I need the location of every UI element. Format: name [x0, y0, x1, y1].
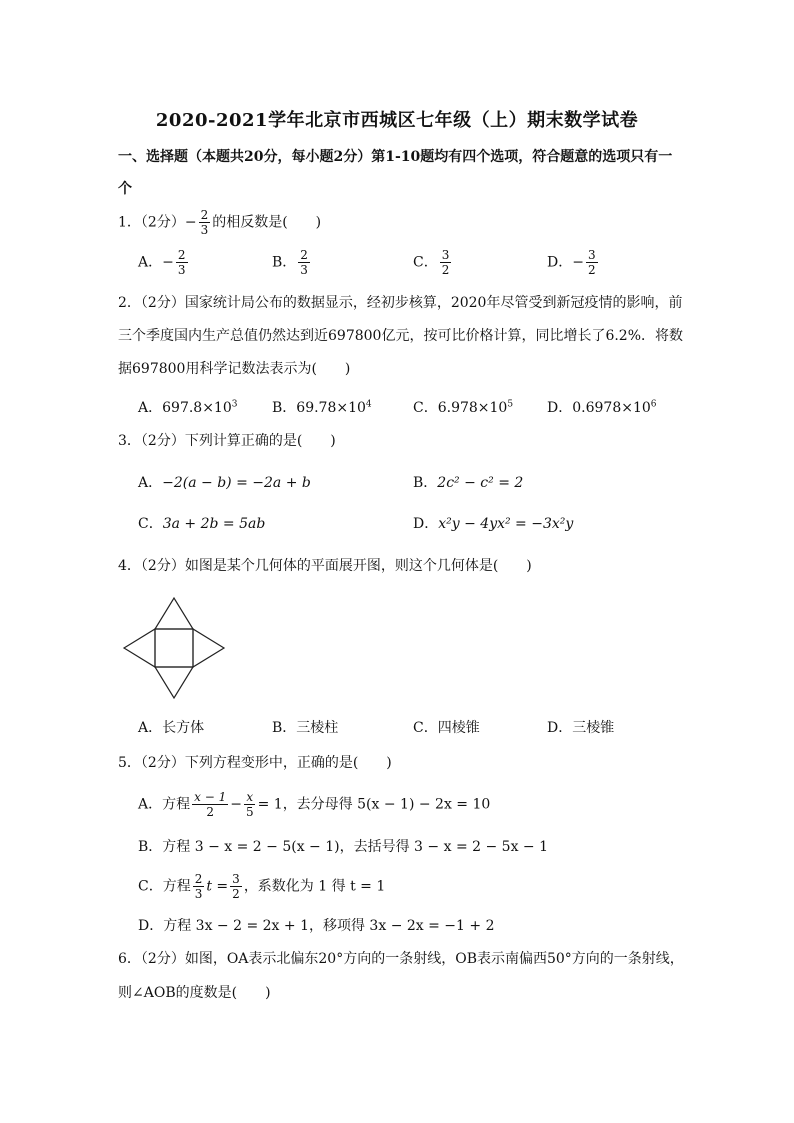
q3-option-d[interactable]: D．x²y − 4yx² = −3x²y	[413, 516, 574, 532]
q3-option-b[interactable]: B．2c² − c² = 2	[413, 475, 524, 491]
question-5: 5．（2分）下列方程变形中，正确的是( )	[118, 755, 392, 771]
q4-option-d[interactable]: D．三棱锥	[547, 720, 615, 736]
q2-option-a[interactable]: A．$697.8\times 10^3$	[138, 399, 238, 416]
section-heading-line2: 个	[118, 181, 132, 197]
question-2-line3: 据697800用科学记数法表示为( )	[118, 361, 351, 377]
q1-option-c[interactable]: C． $\frac{3}{2}$	[413, 248, 450, 277]
q1-option-d[interactable]: D．− $\frac{3}{2}$	[547, 248, 596, 277]
q5-option-d[interactable]: D．方程 3x − 2 = 2x + 1，移项得 3x − 2x = −1 + 2	[138, 918, 495, 934]
q3-option-a[interactable]: A．−2(a − b) = −2a + b	[138, 475, 311, 491]
question-4: 4．（2分）如图是某个几何体的平面展开图，则这个几何体是( )	[118, 558, 532, 574]
question-1: 1．（2分）− $\frac{2}{3}$ 的相反数是( )	[118, 208, 322, 237]
q4-option-b[interactable]: B．三棱柱	[272, 720, 339, 736]
section-heading-line1: 一、选择题（本题共20分，每小题2分）第1-10题均有四个选项，符合题意的选项只有一	[118, 149, 673, 165]
question-2-line1: 2．（2分）国家统计局公布的数据显示，经初步核算，2020年尽管受到新冠疫情的影响，前	[118, 295, 683, 311]
q5-option-a[interactable]: A．方程 $\frac{x - 1}{2}$ − $\frac{x}{5}$ = 1，去分母得 5(x − 1) − 2x = 10	[138, 790, 491, 819]
q5-option-c[interactable]: C．方程 $\frac{2}{3}$ t = $\frac{3}{2}$ ，系数化为 1 得 t = 1	[138, 872, 386, 901]
q1-option-b[interactable]: B． $\frac{2}{3}$	[272, 248, 308, 277]
net-triangle-bottom	[155, 667, 193, 698]
page-title: 2020-2021学年北京市西城区七年级（上）期末数学试卷	[155, 110, 639, 131]
net-square-base	[155, 629, 193, 667]
question-6-line2: 则∠AOB的度数是( )	[118, 985, 271, 1001]
question-6-line1: 6．（2分）如图，OA表示北偏东20°方向的一条射线，OB表示南偏西50°方向的一条射线，	[118, 951, 684, 967]
q5-option-b[interactable]: B．方程 3 − x = 2 − 5(x − 1)，去括号得 3 − x = 2 − 5x − 1	[138, 839, 548, 855]
net-triangle-top	[155, 598, 193, 629]
q4-option-a[interactable]: A．长方体	[138, 720, 205, 736]
net-triangle-left	[124, 629, 155, 667]
q2-option-d[interactable]: D．$0.6978\times 10^6$	[547, 399, 657, 416]
net-triangle-right	[193, 629, 224, 667]
question-2-line2: 三个季度国内生产总值仍然达到近697800亿元，按可比价格计算，同比增长了6.2%．将数	[118, 328, 684, 344]
q2-option-b[interactable]: B．$69.78\times 10^4$	[272, 399, 372, 416]
q3-option-c[interactable]: C．3a + 2b = 5ab	[138, 516, 266, 532]
fraction: $\frac{2}{3}$	[200, 208, 209, 237]
q2-option-c[interactable]: C．$6.978\times 10^5$	[413, 399, 514, 416]
q1-option-a[interactable]: A．− $\frac{2}{3}$	[138, 248, 186, 277]
question-3: 3．（2分）下列计算正确的是( )	[118, 433, 336, 449]
q4-option-c[interactable]: C．四棱锥	[413, 720, 480, 736]
pyramid-net-figure	[122, 596, 226, 700]
